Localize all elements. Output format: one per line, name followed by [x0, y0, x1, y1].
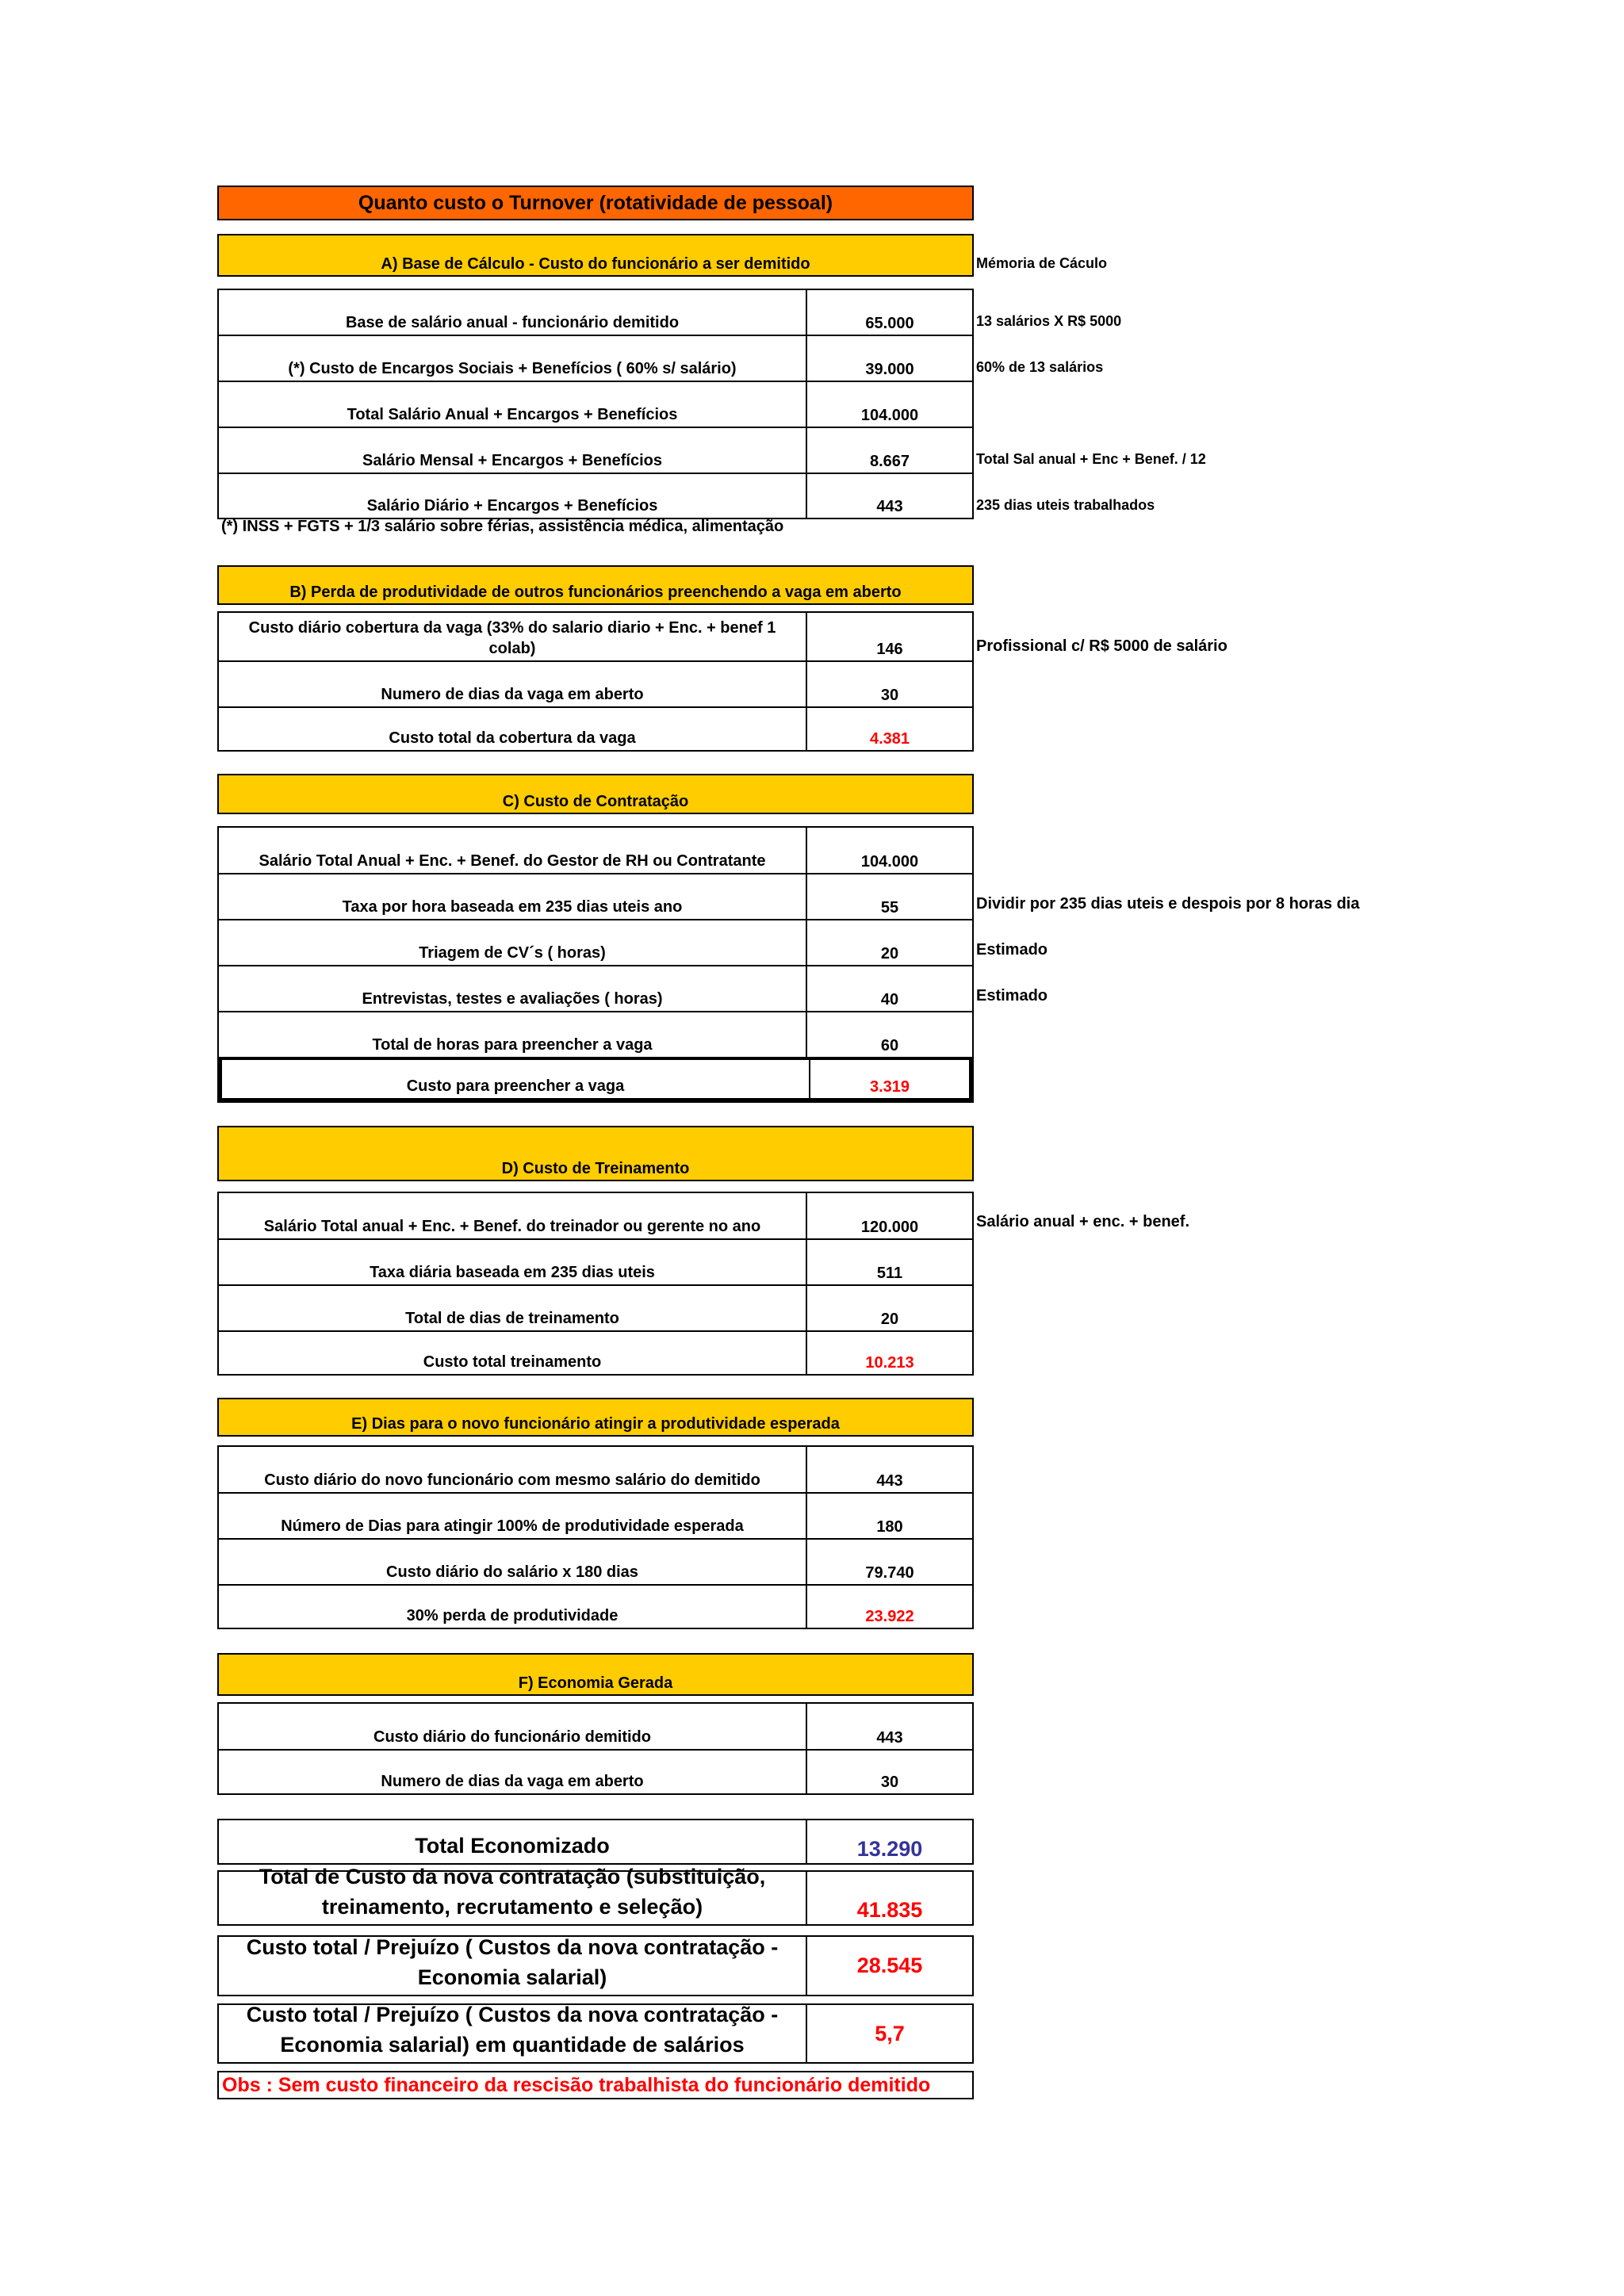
row-label: Salário Diário + Encargos + Benefícios — [219, 474, 807, 518]
row-value: 65.000 — [865, 315, 914, 332]
row-value: 104.000 — [860, 407, 919, 424]
table-row — [219, 660, 972, 706]
row-label: Triagem de CV´s ( horas) — [219, 920, 807, 965]
table-row — [219, 1584, 972, 1628]
note-text: Dividir por 235 dias uteis e despois por 8 horas dia — [976, 895, 1360, 913]
note-text: 235 dias uteis trabalhados — [976, 497, 1155, 513]
total-custo-nova-contratacao — [217, 1865, 974, 1926]
row-label: Numero de dias da vaga em aberto — [219, 1751, 807, 1793]
section-a-header: A) Base de Cálculo - Custo do funcionário a ser demitido — [217, 234, 974, 277]
row-label: Custo diário do novo funcionário com mesmo salário do demitido — [219, 1447, 807, 1492]
row-value: 20 — [880, 1311, 899, 1328]
row-value: 79.740 — [865, 1564, 914, 1582]
table-row — [219, 965, 972, 1011]
footnote: (*) INSS + FGTS + 1/3 salário sobre férias, assistência médica, alimentação — [221, 518, 784, 535]
table-row — [219, 1865, 972, 1924]
table-row — [219, 613, 972, 660]
row-label: Custo diário do salário x 180 dias — [219, 1540, 807, 1584]
note-text: Total Sal anual + Enc + Benef. / 12 — [976, 451, 1206, 467]
row-value: 104.000 — [860, 853, 919, 871]
row-value: 120.000 — [860, 1219, 919, 1236]
total-economizado — [217, 1819, 974, 1865]
table-row — [219, 427, 972, 473]
note-text: Salário anual + enc. + benef. — [976, 1213, 1189, 1230]
row-label: Número de Dias para atingir 100% de produtividade esperada — [219, 1494, 807, 1538]
row-value: 30 — [880, 1774, 899, 1791]
row-label: Custo para preencher a vaga — [222, 1060, 810, 1098]
obs-note: Obs : Sem custo financeiro da rescisão trabalhista do funcionário demitido — [217, 2071, 974, 2099]
row-value: 40 — [880, 991, 899, 1008]
row-label: 30% perda de produtividade — [219, 1586, 807, 1628]
row-label: Base de salário anual - funcionário demitido — [219, 290, 807, 335]
row-label: Custo total / Prejuízo ( Custos da nova contratação - Economia salarial) — [219, 1937, 807, 1995]
row-value: 5,7 — [875, 2021, 905, 2045]
row-label: Total de Custo da nova contratação (substituição, treinamento, recrutamento e seleção) — [219, 1872, 807, 1924]
page-title: Quanto custo o Turnover (rotatividade de pessoal) — [217, 186, 974, 220]
table-row-highlight — [219, 1057, 972, 1101]
row-value: 443 — [876, 498, 903, 515]
table-row — [219, 381, 972, 427]
section-a-table — [217, 289, 974, 519]
section-c-table — [217, 826, 974, 1103]
row-value: 146 — [876, 641, 903, 658]
table-row — [219, 1011, 972, 1057]
table-row — [219, 828, 972, 873]
note-text: 13 salários X R$ 5000 — [976, 313, 1122, 329]
row-label: Numero de dias da vaga em aberto — [219, 662, 807, 706]
row-value: 60 — [880, 1037, 899, 1054]
table-row — [219, 873, 972, 919]
table-row — [219, 919, 972, 965]
row-label: Custo total treinamento — [219, 1332, 807, 1374]
row-value: 41.835 — [856, 1898, 923, 1922]
section-d-header: D) Custo de Treinamento — [217, 1126, 974, 1181]
table-row — [219, 1704, 972, 1749]
row-value: 4.381 — [869, 730, 910, 748]
row-label: Custo total / Prejuízo ( Custos da nova contratação - Economia salarial) em quantidade de salários — [219, 2005, 807, 2062]
table-row — [219, 1238, 972, 1284]
table-row — [219, 1492, 972, 1538]
row-value: 3.319 — [869, 1078, 910, 1096]
row-value: 30 — [880, 687, 899, 704]
row-value: 23.922 — [865, 1608, 914, 1625]
row-value: 8.667 — [869, 453, 910, 470]
row-label: Entrevistas, testes e avaliações ( horas) — [219, 966, 807, 1011]
row-label: Custo total da cobertura da vaga — [219, 708, 807, 750]
row-value: 180 — [876, 1518, 903, 1536]
row-label: Salário Total anual + Enc. + Benef. do treinador ou gerente no ano — [219, 1193, 807, 1238]
row-label: (*) Custo de Encargos Sociais + Benefícios ( 60% s/ salário) — [219, 336, 807, 381]
note-text: Estimado — [976, 987, 1048, 1004]
row-value: 13.290 — [856, 1837, 923, 1861]
row-value: 28.545 — [856, 1954, 923, 1977]
section-f-table — [217, 1702, 974, 1795]
row-label: Taxa por hora baseada em 235 dias uteis ano — [219, 874, 807, 919]
row-value: 10.213 — [865, 1354, 914, 1372]
table-row — [219, 706, 972, 750]
row-value: 55 — [880, 899, 899, 916]
row-label: Total de dias de treinamento — [219, 1286, 807, 1330]
table-row — [219, 1284, 972, 1330]
table-row — [219, 1538, 972, 1584]
row-label: Total Economizado — [219, 1820, 807, 1863]
table-row — [219, 1447, 972, 1492]
row-value: 511 — [876, 1265, 903, 1282]
row-value: 443 — [876, 1472, 903, 1490]
row-value: 443 — [876, 1729, 903, 1747]
table-row — [219, 473, 972, 518]
note-text: Estimado — [976, 941, 1048, 959]
row-label: Total Salário Anual + Encargos + Benefícios — [219, 382, 807, 427]
table-row — [219, 290, 972, 335]
row-value: 20 — [880, 945, 899, 962]
section-b-header: B) Perda de produtividade de outros funcionários preenchendo a vaga em aberto — [217, 565, 974, 605]
table-row — [219, 335, 972, 381]
row-label: Salário Total Anual + Enc. + Benef. do Gestor de RH ou Contratante — [219, 828, 807, 873]
section-f-header: F) Economia Gerada — [217, 1653, 974, 1696]
table-row — [219, 1749, 972, 1793]
row-value: 39.000 — [865, 361, 914, 378]
table-row — [219, 1820, 972, 1863]
section-e-header: E) Dias para o novo funcionário atingir a produtividade esperada — [217, 1398, 974, 1437]
row-label: Custo diário do funcionário demitido — [219, 1704, 807, 1749]
table-row — [219, 2005, 972, 2062]
row-label: Salário Mensal + Encargos + Benefícios — [219, 428, 807, 473]
section-e-table — [217, 1445, 974, 1629]
table-row — [219, 1193, 972, 1238]
section-d-table — [217, 1192, 974, 1376]
note-text: 60% de 13 salários — [976, 359, 1104, 375]
table-row — [219, 1937, 972, 1995]
custo-total-prejuizo — [217, 1935, 974, 1996]
table-row — [219, 1330, 972, 1374]
custo-total-salarios — [217, 2003, 974, 2064]
row-label: Total de horas para preencher a vaga — [219, 1012, 807, 1057]
section-b-table — [217, 611, 974, 752]
memoria-label: Mémoria de Cáculo — [976, 255, 1108, 271]
row-label: Custo diário cobertura da vaga (33% do salario diario + Enc. + benef 1 colab) — [219, 613, 807, 660]
row-label: Taxa diária baseada em 235 dias uteis — [219, 1240, 807, 1284]
section-c-header: C) Custo de Contratação — [217, 774, 974, 814]
note-text: Profissional c/ R$ 5000 de salário — [976, 637, 1228, 655]
